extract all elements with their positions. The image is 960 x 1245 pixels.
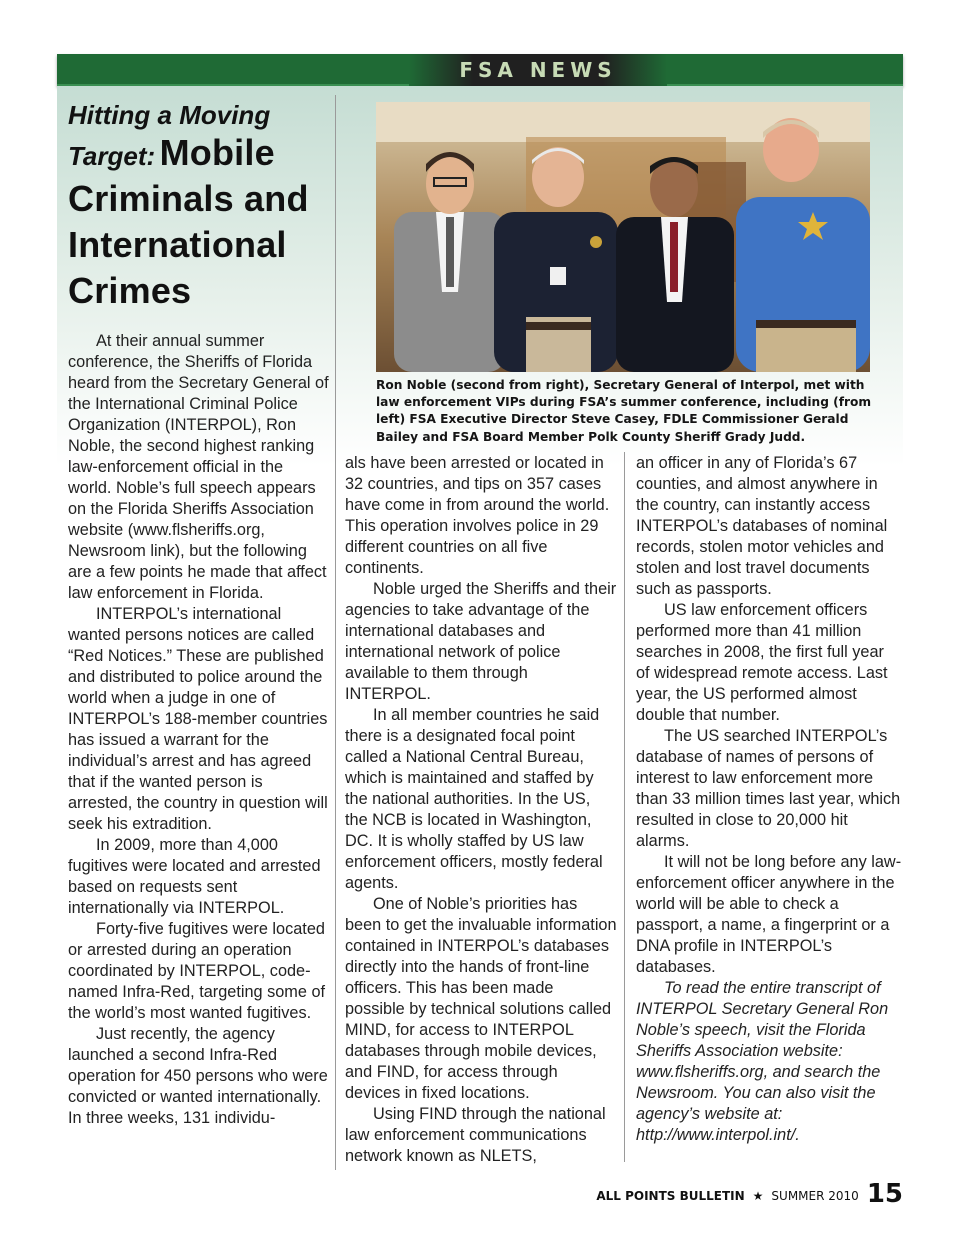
article-column-3 xyxy=(636,453,902,1146)
section-header-bar xyxy=(57,54,903,86)
column-2-paragraph: Using FIND through the national law enforcement communications network known as NLETS, xyxy=(345,1105,606,1165)
conference-photo xyxy=(376,102,870,372)
column-3-paragraph: It will not be long before any law-enforcement officer anywhere in the world will be able to check a passport, a name, a fingerprint or a DNA profile in INTERPOL’s databases. xyxy=(636,853,902,976)
section-label: FSA NEWS xyxy=(459,58,617,82)
photo-caption: Ron Noble (second from right), Secretary General of Interpol, met with law enforcement VIPs during FSA’s summer conference, including (from left) FSA Executive Director Steve Casey, FDLE Commissioner Gerald Bailey and FSA Board Member Polk County Sheriff Grady Judd. xyxy=(376,378,872,444)
article-headline xyxy=(68,100,338,314)
column-3-lead: an officer in any of Florida’s 67 counties, and almost anywhere in the country, can instantly access INTERPOL’s databases of nominal records, stolen motor vehicles and stolen and lost travel documents such as passports. xyxy=(636,454,888,598)
column-2-lead: als have been arrested or located in 32 countries, and tips on 357 cases have come in from around the world. This operation involves police in 29 different countries on all five continents. xyxy=(345,454,610,577)
column-3-paragraph: The US searched INTERPOL’s database of names of persons of interest to law enforcement more than 33 million times last year, which resulted in close to 20,000 hit alarms. xyxy=(636,727,901,850)
column-1-paragraph: In 2009, more than 4,000 fugitives were located and arrested based on requests sent internationally via INTERPOL. xyxy=(68,836,321,917)
article-column-2 xyxy=(345,453,617,1167)
page-footer xyxy=(596,1178,903,1208)
column-3-closing-note: To read the entire transcript of INTERPOL Secretary General Ron Noble’s speech, visit the Florida Sheriffs Association website: www.flsheriffs.org, and search the Newsroom. You can also visit the agency’s website at: http://www.interpol.int/. xyxy=(636,979,889,1144)
column-1-paragraph: INTERPOL’s international wanted persons notices are called “Red Notices.” These are published and distributed to police around the world when a judge in one of INTERPOL’s 188-member countries has issued a warrant for the individual’s arrest and has agreed that if the wanted person is arrested, the country in question will seek his extradition. xyxy=(68,605,328,833)
column-1-paragraph: Forty-five fugitives were located or arrested during an operation coordinated by INTERPOL, code-named Infra-Red, targeting some of the world’s most wanted fugitives. xyxy=(68,920,326,1022)
page-number: 15 xyxy=(866,1179,903,1209)
section-header-tab xyxy=(409,54,667,86)
column-2-paragraph: Noble urged the Sheriffs and their agencies to take advantage of the international databases and international network of police available to them through INTERPOL. xyxy=(345,580,617,703)
column-2-paragraph: One of Noble’s priorities has been to get the invaluable information contained in INTERPOL’s databases directly into the hands of front-line officers. This has been made possible by technical solutions called MIND, for access to INTERPOL databases through mobile devices, and FIND, for access through devices in fixed locations. xyxy=(345,895,617,1102)
headline-title: Mobile Criminals and International Crimes xyxy=(68,132,309,311)
column-2-paragraph: In all member countries he said there is a designated focal point called a National Central Bureau, which is maintained and staffed by the national authorities. In the US, the NCB is located in Washington, DC. It is wholly staffed by US law enforcement officers, mostly federal agents. xyxy=(345,706,603,892)
headline-kicker: Hitting a Moving Target: xyxy=(68,100,271,171)
article-column-1 xyxy=(68,331,330,1129)
conference-photo-illustration xyxy=(376,102,870,372)
column-rule-right xyxy=(624,452,625,1162)
column-1-paragraph: At their annual summer conference, the Sheriffs of Florida heard from the Secretary General of the International Criminal Police Organization (INTERPOL), Ron Noble, the second highest ranking law-enforcement official in the world. Noble’s full speech appears on the Florida Sheriffs Association website (www.flsheriffs.org, Newsroom link), but the following are a few points he made that affect law enforcement in Florida. xyxy=(68,332,329,602)
footer-publication: ALL POINTS BULLETIN xyxy=(596,1189,745,1203)
column-3-paragraph: US law enforcement officers performed more than 41 million searches in 2008, the first full year of widespread remote access. Last year, the US performed almost double that number. xyxy=(636,601,888,724)
column-1-paragraph: Just recently, the agency launched a second Infra-Red operation for 450 persons who were convicted or wanted internationally. In three weeks, 131 individu- xyxy=(68,1025,328,1127)
footer-star-icon: ★ xyxy=(752,1189,764,1203)
footer-season: SUMMER 2010 xyxy=(771,1189,859,1203)
